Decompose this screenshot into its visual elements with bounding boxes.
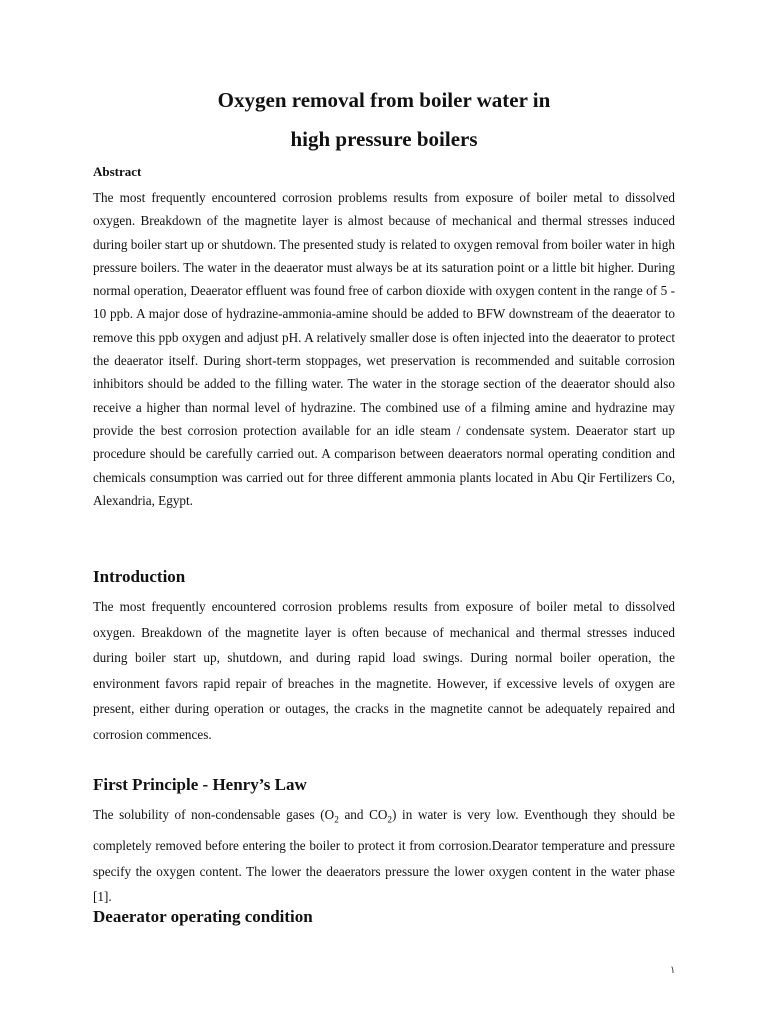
abstract-paragraph: The most frequently encountered corrosion problems results from exposure of boiler metal to dissolved oxygen. Breakdown of the magnetite layer is almost because of mechanical and thermal stresses induced during boiler start up or shutdown. The presented study is related to oxygen removal from boiler water in high pressure boilers. The water in the deaerator must always be at its saturation point or a little bit higher. During normal operation, Deaerator effluent was found free of carbon dioxide with oxygen content in the range of 5 - 10 ppb. A major dose of hydrazine-ammonia-amine should be added to BFW downstream of the deaerator to remove this ppb oxygen and adjust pH. A relatively smaller dose is often injected into the deaerator to protect the deaerator itself. During short-term stoppages, wet preservation is recommended and suitable corrosion inhibitors should be added to the filling water. The water in the storage section of the deaerator should also receive a higher than normal level of hydrazine. The combined use of a filming amine and hydrazine may provide the best corrosion protection available for an idle steam / condensate system. Deaerator start up procedure should be carefully carried out. A comparison between deaerators normal operating condition and chemicals consumption was carried out for three different ammonia plants located in Abu Qir Fertilizers Co, Alexandria, Egypt. xyxy=(93,190,675,508)
henrys-law-text-part-1: The solubility of non-condensable gases (O xyxy=(93,807,335,822)
henrys-law-paragraph xyxy=(93,802,675,910)
o2-subscript: 2 xyxy=(334,814,339,825)
henrys-law-text-part-2: and CO xyxy=(338,807,388,822)
page-title-line-1: Oxygen removal from boiler water in xyxy=(217,88,551,112)
henrys-law-text-part-3: ) in water is very low. Eventhough they should be completely removed before entering the boiler to protect it from corrosion.Dearator temperature and pressure specify the oxygen content. The lower the deaerators pressure the lower oxygen content in the water phase [1]. xyxy=(93,807,675,905)
henrys-law-heading: First Principle - Henry’s Law xyxy=(93,775,307,794)
introduction-heading: Introduction xyxy=(93,567,186,586)
co2-subscript: 2 xyxy=(387,814,393,825)
page-title-line-2: high pressure boilers xyxy=(290,127,478,151)
abstract-heading: Abstract xyxy=(93,164,142,179)
deaerator-heading: Deaerator operating condition xyxy=(93,907,313,926)
introduction-paragraph: The most frequently encountered corrosion problems results from exposure of boiler metal to dissolved oxygen. Breakdown of the magnetite layer is often because of mechanical and thermal stresses induced during boiler start up, shutdown, and during rapid load swings. During normal boiler operation, the environment favors rapid repair of breaches in the magnetite. However, if excessive levels of oxygen are present, either during operation or outages, the cracks in the magnetite cannot be adequately repaired and corrosion commences. xyxy=(93,599,675,742)
page-number: ١ xyxy=(670,965,676,976)
